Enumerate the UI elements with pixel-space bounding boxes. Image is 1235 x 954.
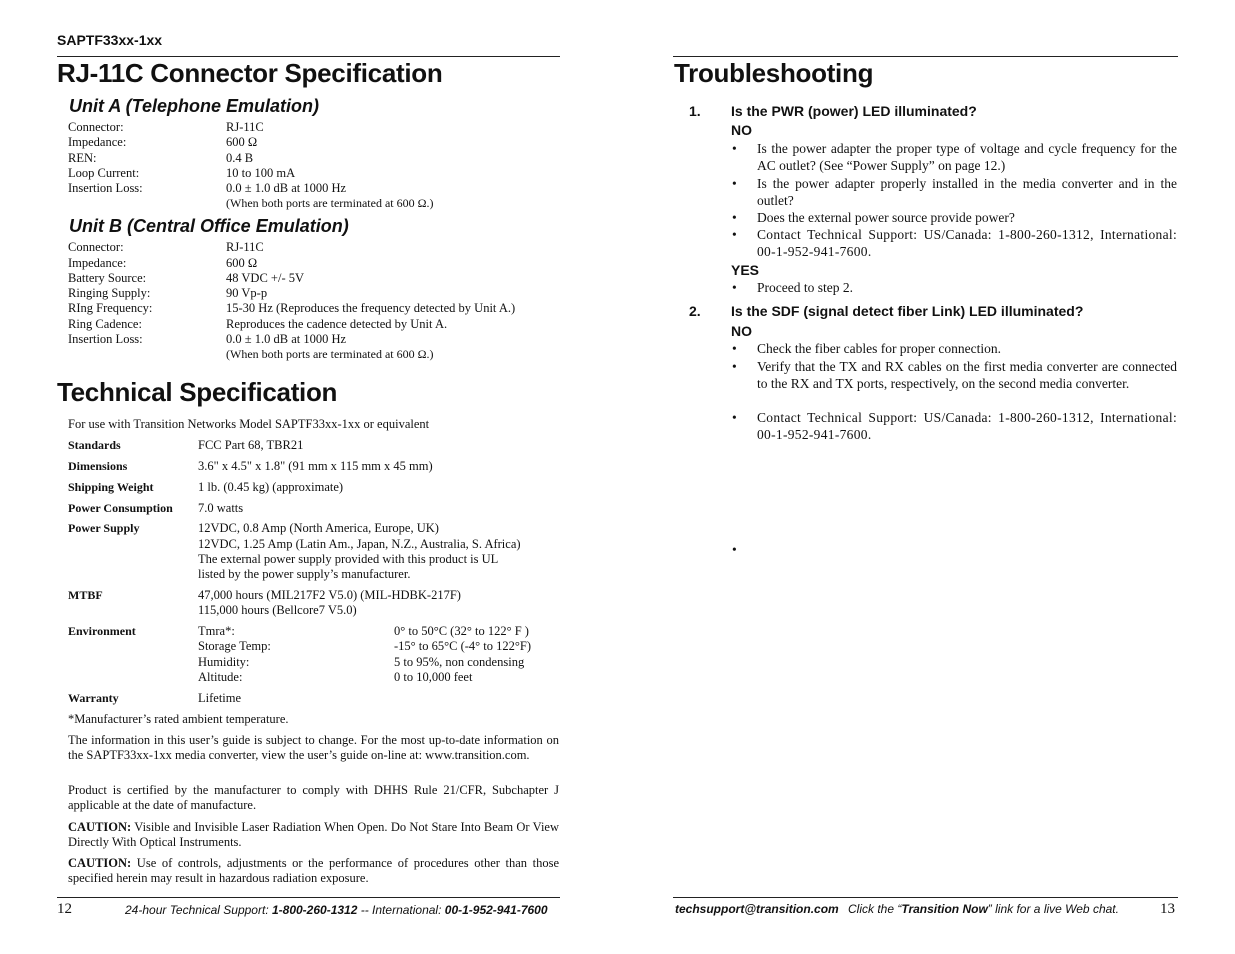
spec-label: Dimensions (68, 459, 128, 473)
page-number-left: 12 (57, 901, 72, 917)
rj11-title: RJ-11C Connector Specification (57, 58, 443, 88)
unit-b-title: Unit B (Central Office Emulation) (69, 216, 349, 236)
spec-value: 115,000 hours (Bellcore7 V5.0) (198, 603, 357, 617)
list-item-text: Verify that the TX and RX cables on the first media converter are connected to the RX and TX ports, respectively, on the second media converter. (757, 359, 1177, 391)
spec-label: Standards (68, 438, 121, 452)
bullet-icon: • (732, 141, 737, 156)
support-phone: 1-800-260-1312 (271, 903, 358, 917)
list-item-text: Does the external power source provide power? (757, 210, 1015, 225)
caution-text: Visible and Invisible Laser Radiation When Open. Do Not Stare Into Beam Or View Directly With Optical Instruments. (68, 820, 559, 849)
spec-label: Shipping Weight (68, 480, 154, 494)
unit-b-label: Ringing Supply: (68, 286, 151, 300)
cert-paragraph: Product is certified by the manufacturer to comply with DHHS Rule 21/CFR, Subchapter J applicable at the date of manufacture. (68, 783, 559, 812)
answer-no-label: NO (731, 122, 752, 138)
list-item (732, 209, 1177, 226)
env-value: 0 to 10,000 feet (394, 670, 473, 684)
spec-label: Power Consumption (68, 501, 173, 515)
spec-label: MTBF (68, 588, 103, 602)
unit-b-value: 15-30 Hz (Reproduces the frequency detected by Unit A.) (226, 301, 516, 315)
unit-a-value: 0.0 ± 1.0 dB at 1000 Hz (226, 181, 347, 195)
list-item-text: Is the power adapter properly installed in the media converter and in the outlet? (757, 176, 1177, 208)
spec-value: 7.0 watts (198, 501, 244, 515)
caution-text: Use of controls, adjustments or the performance of procedures other than those specified herein may result in hazardous radiation exposure. (68, 856, 559, 885)
unit-a-label: REN: (68, 151, 97, 165)
bullet-icon: • (732, 176, 737, 191)
footnote: *Manufacturer’s rated ambient temperature. (68, 712, 289, 726)
env-key: Storage Temp: (198, 639, 271, 653)
intl-label: -- International: (357, 903, 445, 917)
env-key: Altitude: (198, 670, 243, 684)
spec-label: Warranty (68, 691, 119, 705)
step-number: 2. (689, 303, 701, 319)
list-item (732, 175, 1177, 209)
unit-a-value: 10 to 100 mA (226, 166, 296, 180)
step-question: Is the PWR (power) LED illuminated? (731, 103, 977, 119)
chat-link: Transition Now (901, 902, 988, 916)
spec-value: The external power supply provided with this product is UL (198, 552, 499, 566)
unit-b-label: Connector: (68, 240, 124, 254)
spec-value: listed by the power supply’s manufacturer. (198, 567, 411, 581)
unit-b-label: Battery Source: (68, 271, 147, 285)
unit-b-value: RJ-11C (226, 240, 264, 254)
empty-bullet-icon: • (732, 542, 737, 557)
env-value: -15° to 65°C (-4° to 122°F) (394, 639, 532, 653)
unit-b-label: Ring Cadence: (68, 317, 142, 331)
unit-a-value: 0.4 B (226, 151, 254, 165)
list-item (732, 358, 1177, 392)
env-value: 0° to 50°C (32° to 122° F ) (394, 624, 529, 638)
info-paragraph: The information in this user’s guide is subject to change. For the most up-to-date information on the SAPTF33xx-1xx media converter, view the user’s guide on-line at: www.transition.com. (68, 733, 559, 762)
bullet-icon: • (732, 359, 737, 374)
caution-label: CAUTION: (68, 820, 132, 834)
step-question: Is the SDF (signal detect fiber Link) LED illuminated? (731, 303, 1084, 319)
unit-b-value: 48 VDC +/- 5V (226, 271, 305, 285)
spec-value: FCC Part 68, TBR21 (198, 438, 304, 452)
unit-a-value: 600 Ω (226, 135, 258, 149)
list-item-text: Proceed to step 2. (757, 280, 853, 295)
unit-b-value: 90 Vp-p (226, 286, 268, 300)
unit-b-value: 600 Ω (226, 256, 258, 270)
env-key: Tmra*: (198, 624, 235, 638)
footer-rule-right (673, 897, 1178, 898)
caution-laser (68, 820, 559, 850)
spec-value: 1 lb. (0.45 kg) (approximate) (198, 480, 344, 494)
support-footer (125, 903, 548, 917)
footer-rule-left (57, 897, 560, 898)
support-email: techsupport@transition.com (675, 902, 839, 916)
answer-yes-label: YES (731, 262, 760, 278)
step-number: 1. (689, 103, 701, 119)
model-header: SAPTF33xx-1xx (57, 32, 163, 48)
unit-a-value: RJ-11C (226, 120, 264, 134)
caution-label: CAUTION: (68, 856, 132, 870)
caution-controls (68, 856, 559, 886)
bullet-icon: • (732, 410, 738, 425)
list-item (732, 279, 1177, 296)
spec-value: 47,000 hours (MIL217F2 V5.0) (MIL-HDBK-217F) (198, 588, 461, 602)
unit-b-value: 0.0 ± 1.0 dB at 1000 Hz (226, 332, 347, 346)
list-item-text: Contact Technical Support: US/Canada: 1-800-260-1312, International: 00-1-952-941-7600. (757, 227, 1177, 259)
header-rule-right (673, 56, 1178, 57)
chat-pre: Click the “ (848, 902, 902, 916)
support-label: 24-hour Technical Support: (125, 903, 272, 917)
unit-a-label: Loop Current: (68, 166, 140, 180)
answer-no-label: NO (731, 323, 752, 339)
bullet-icon: • (732, 341, 737, 356)
unit-b-label: Impedance: (68, 256, 127, 270)
unit-b-label: Insertion Loss: (68, 332, 143, 346)
list-item (732, 340, 1177, 357)
spec-value: 12VDC, 1.25 Amp (Latin Am., Japan, N.Z., Australia, S. Africa) (198, 537, 521, 551)
unit-a-note: (When both ports are terminated at 600 Ω.) (226, 196, 434, 210)
spec-label: Power Supply (68, 521, 140, 535)
intl-phone: 00-1-952-941-7600 (444, 903, 548, 917)
bullet-icon: • (732, 210, 737, 225)
unit-a-label: Insertion Loss: (68, 181, 143, 195)
tech-intro: For use with Transition Networks Model SAPTF33xx-1xx or equivalent (68, 417, 430, 431)
env-value: 5 to 95%, non condensing (394, 655, 525, 669)
unit-a-label: Connector: (68, 120, 124, 134)
list-item-text: Check the fiber cables for proper connection. (757, 341, 1002, 356)
chat-post: ” link for a live Web chat. (987, 902, 1119, 916)
unit-a-title: Unit A (Telephone Emulation) (69, 96, 319, 116)
spec-value: Lifetime (198, 691, 242, 705)
bullet-icon: • (732, 227, 738, 242)
list-item (732, 226, 1177, 260)
tech-spec-title: Technical Specification (57, 377, 338, 407)
list-item (732, 409, 1177, 443)
list-item (732, 140, 1177, 174)
chat-footer (848, 902, 1119, 916)
bullet-icon: • (732, 280, 737, 295)
spec-value: 3.6" x 4.5" x 1.8" (91 mm x 115 mm x 45 mm) (198, 459, 433, 473)
list-item-text: Is the power adapter the proper type of voltage and cycle frequency for the AC outlet? (See “Power Supply” on page 12.) (757, 141, 1177, 173)
header-rule-left (57, 56, 560, 57)
spec-label: Environment (68, 624, 136, 638)
page-number-right: 13 (1160, 901, 1175, 917)
troubleshooting-title: Troubleshooting (674, 58, 874, 88)
list-item-text: Contact Technical Support: US/Canada: 1-800-260-1312, International: 00-1-952-941-7600. (757, 410, 1177, 442)
env-key: Humidity: (198, 655, 250, 669)
spec-value: 12VDC, 0.8 Amp (North America, Europe, UK) (198, 521, 439, 535)
unit-b-value: Reproduces the cadence detected by Unit A. (226, 317, 448, 331)
unit-a-label: Impedance: (68, 135, 127, 149)
unit-b-note: (When both ports are terminated at 600 Ω.) (226, 347, 434, 361)
unit-b-label: RIng Frequency: (68, 301, 153, 315)
